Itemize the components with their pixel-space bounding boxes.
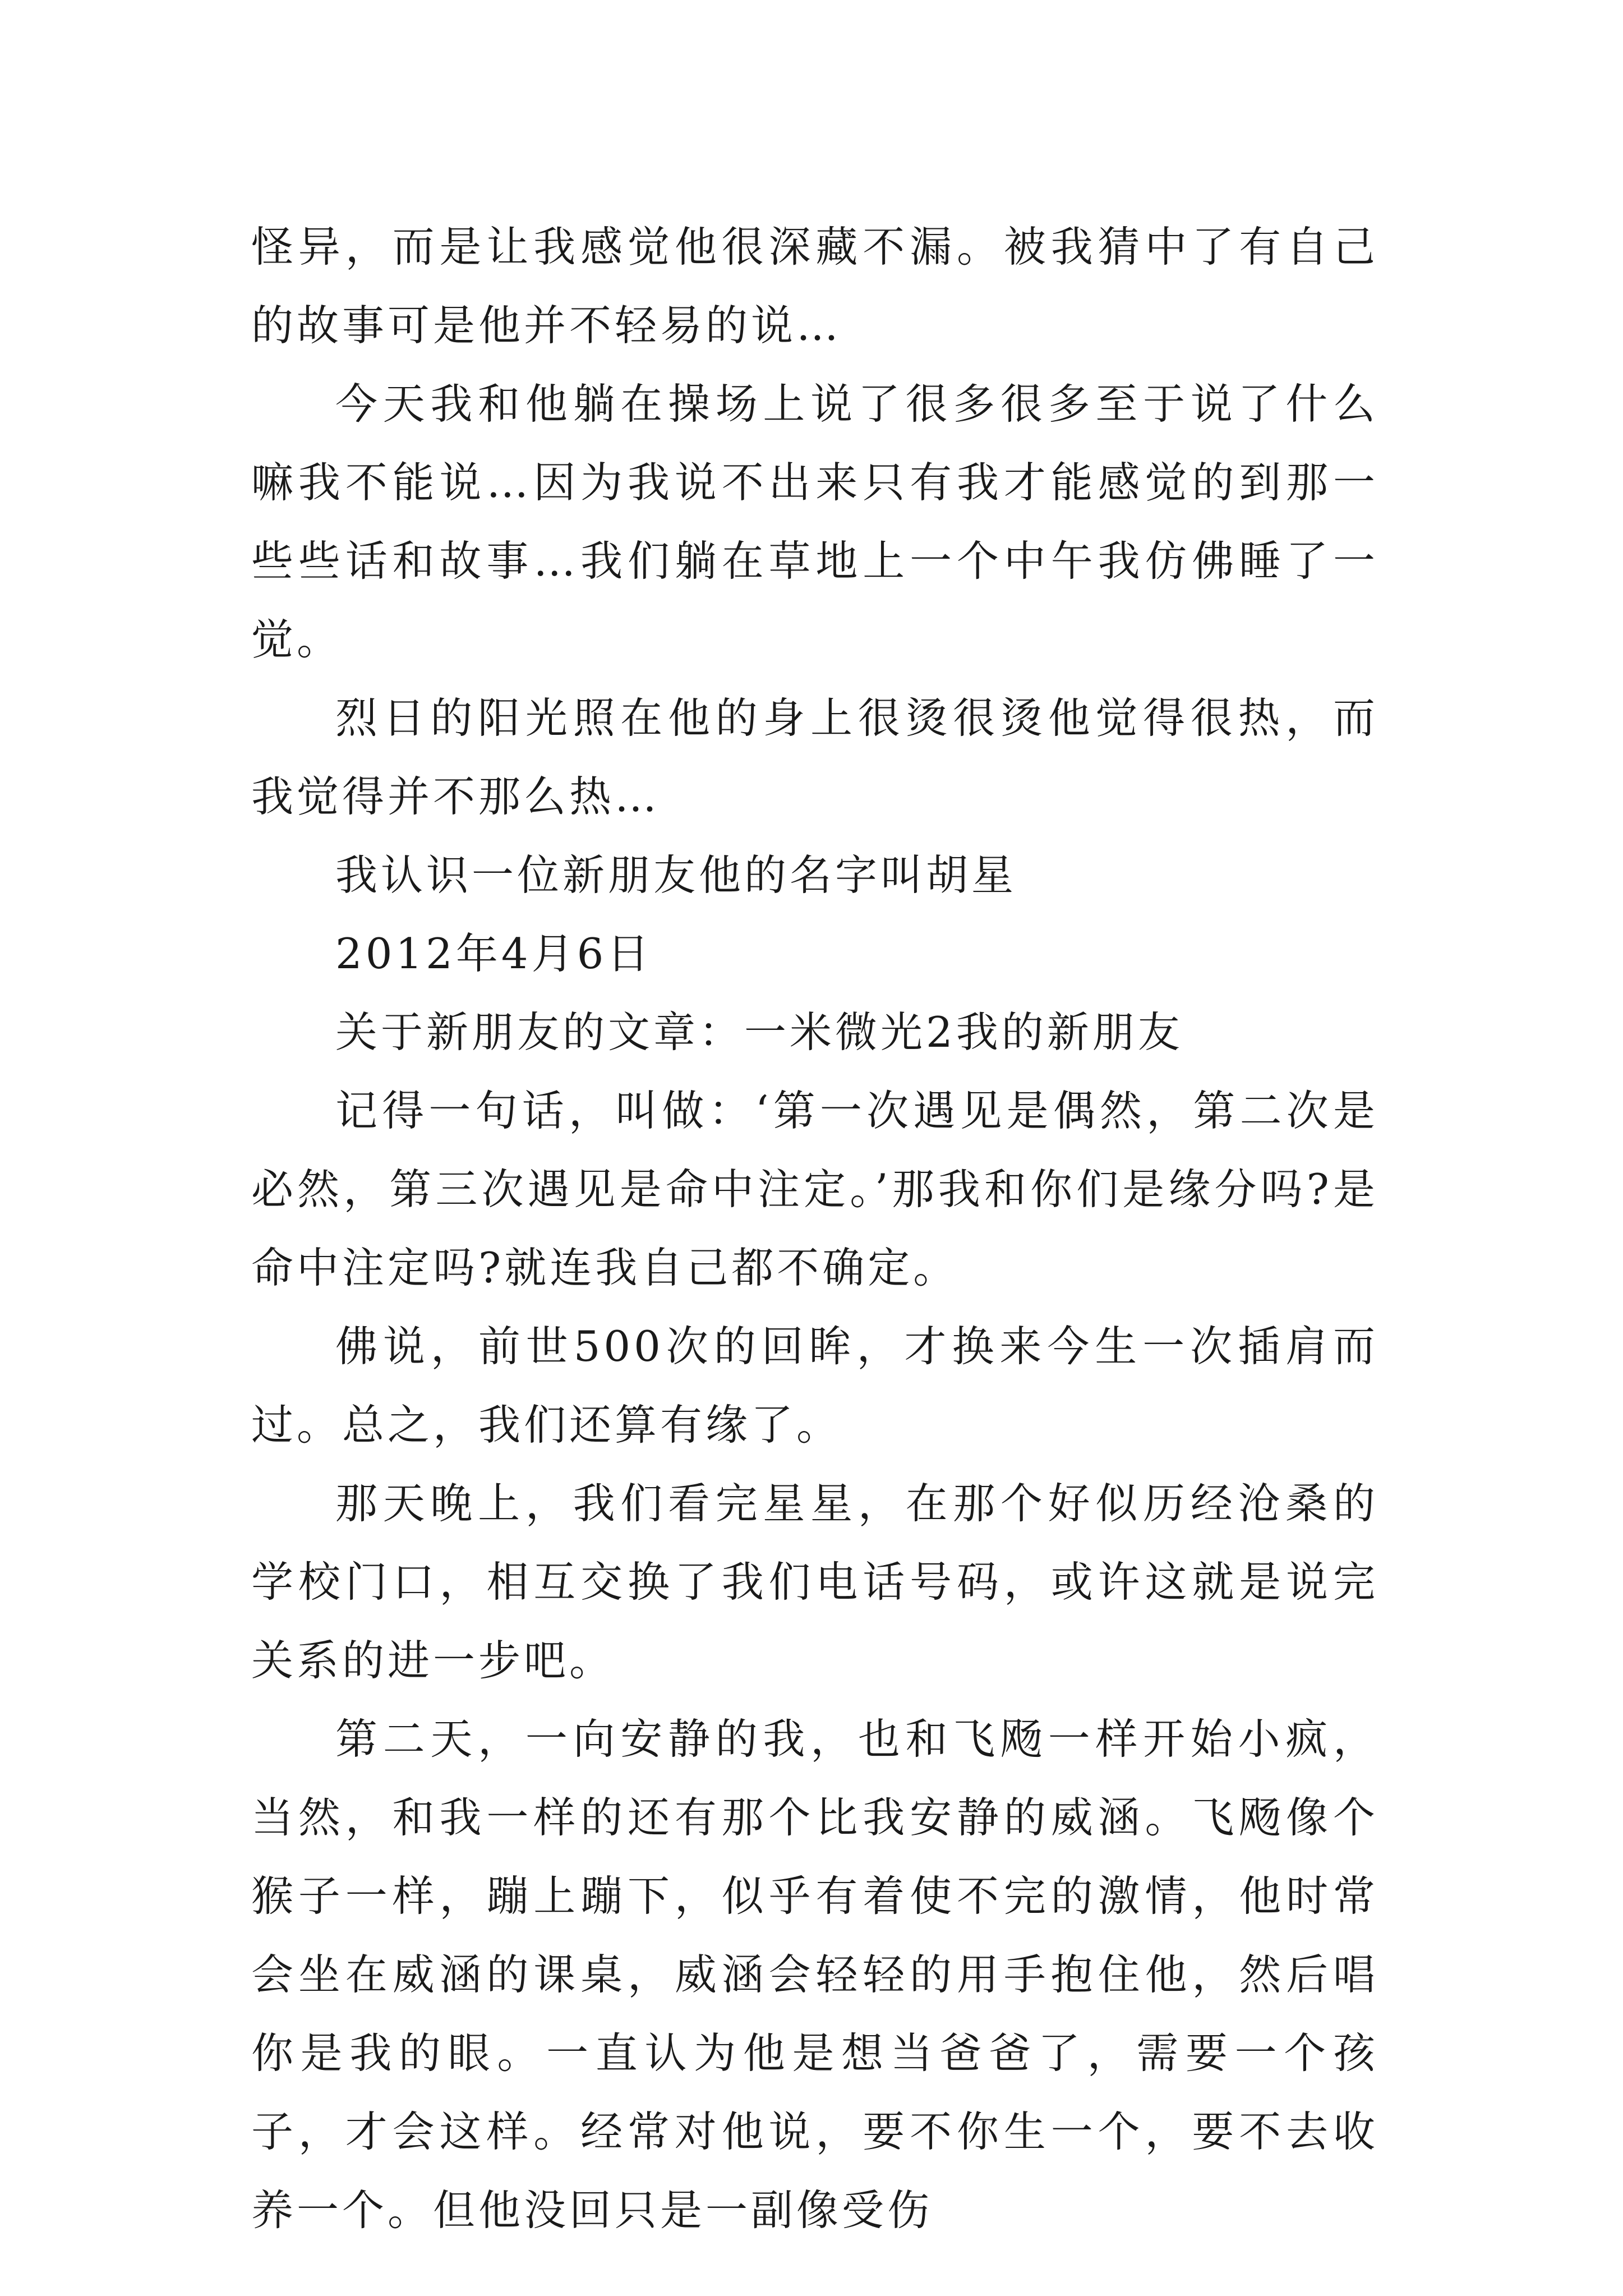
paragraph-10: 第二天，一向安静的我，也和飞飏一样开始小疯，当然，和我一样的还有那个比我安静的威涵。飞飏像个猴子一样，蹦上蹦下，似乎有着使不完的激情，他时常会坐在威涵的课桌，威涵会轻轻的用手抱住他，然后唱你是我的眼。一直认为他是想当爸爸了，需要一个孩子，才会这样。经常对他说，要不你生一个，要不去收养一个。但他没回只是一副像受伤	[251, 1714, 1378, 2235]
paragraph-1: 怪异，而是让我感觉他很深藏不漏。被我猜中了有自己的故事可是他并不轻易的说…	[251, 222, 1378, 350]
paragraph-7: 记得一句话，叫做：‘第一次遇见是偶然，第二次是必然，第三次遇见是命中注定。’那我和你们是缘分吗?是命中注定吗?就连我自己都不确定。	[251, 1086, 1378, 1292]
paragraph-9: 那天晚上，我们看完星星，在那个好似历经沧桑的学校门口，相互交换了我们电话号码，或许这就是说完关系的进一步吧。	[251, 1479, 1378, 1685]
date-line: 2012年4月6日	[335, 929, 653, 978]
document-body	[251, 208, 1378, 2249]
paragraph-3: 烈日的阳光照在他的身上很烫很烫他觉得很热，而我觉得并不那么热…	[251, 693, 1378, 821]
paragraph-8: 佛说，前世500次的回眸，才换来今生一次插肩而过。总之，我们还算有缘了。	[251, 1322, 1378, 1450]
paragraph-4: 我认识一位新朋友他的名字叫胡星	[335, 850, 1017, 900]
article-heading: 关于新朋友的文章：一米微光2我的新朋友	[335, 1007, 1183, 1057]
paragraph-2: 今天我和他躺在操场上说了很多很多至于说了什么嘛我不能说…因为我说不出来只有我才能感觉的到那一些些话和故事…我们躺在草地上一个中午我仿佛睡了一觉。	[251, 379, 1378, 664]
